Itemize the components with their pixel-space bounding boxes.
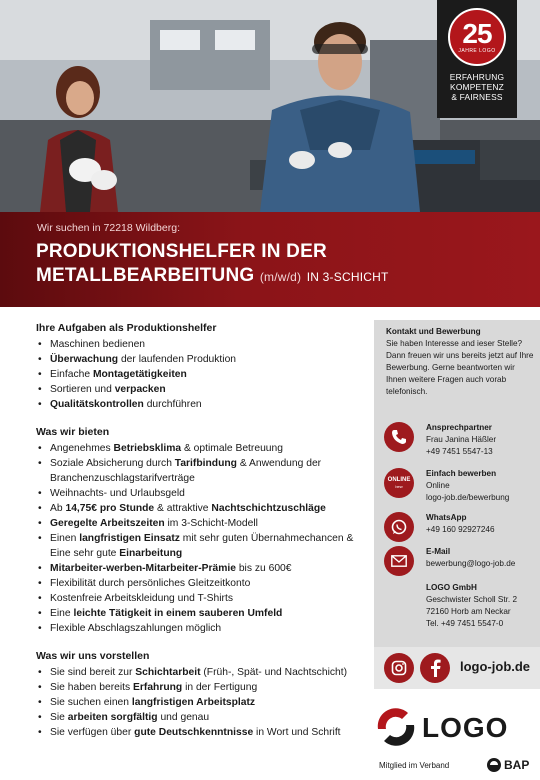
contact-phone-text [426,422,538,458]
company-name: LOGO GmbH [426,583,477,592]
badge-subtitle: JAHRE LOGO [458,47,496,54]
membership-label: Mitglied im Verband [379,761,450,770]
job-title-line1: PRODUKTIONSHELFER IN DER [36,241,327,262]
list-item-text: & attraktive [154,503,212,514]
company-city: 72160 Horb am Neckar [426,607,511,616]
section-heading: Was wir bieten [36,426,110,438]
list-item [36,397,366,412]
list-item-text: (Früh-, Spät- und Nachtschicht) [200,667,348,678]
contact-person: Frau Janina Häßler [426,435,497,444]
list-item-text: bis zu 600€ [235,563,292,574]
list-item [36,501,366,516]
online-icon-text: ONLINE [387,477,411,483]
list-item-highlight: leichte Tätigkeit in einem sauberen Umfeld [73,608,283,619]
list-item-highlight: Montagetätigkeiten [92,369,187,380]
list-item-text: Maschinen bedienen [50,339,146,350]
hero-photo [0,0,540,212]
whatsapp-icon [384,512,414,542]
list-item-highlight: Überwachung [50,354,119,365]
section-heading: Ihre Aufgaben als Produktionshelfer [36,322,217,334]
badge-number: 25 [462,17,492,49]
list-item [36,486,366,501]
list-item-text: Eine [50,608,74,619]
section-heading: Was wir uns vorstellen [36,650,150,662]
tasks-section [36,321,366,412]
list-item [36,352,366,367]
list-item-highlight: arbeiten sorgfältig [67,712,158,723]
list-item-highlight: Einarbeitung [119,548,183,559]
list-item-text: der laufenden Produktion [118,354,237,365]
offer-section [36,425,366,636]
list-item-highlight: verpacken [114,384,166,395]
list-item [36,680,366,695]
title-band [0,212,540,307]
list-item-text: Einfache [50,369,93,380]
online-icon-sub: bew [395,484,403,489]
instagram-icon[interactable] [384,653,414,683]
list-item-text: mit sehr guten Übernahmechancen & Eine sehr gute [50,533,354,559]
company-logo [376,705,526,749]
job-title-main: METALLBEARBEITUNG [36,265,255,286]
badge-lines [450,72,504,102]
website-link[interactable]: logo-job.de [460,659,531,674]
mail-icon [384,546,414,576]
association-logo [487,758,529,772]
list-item-text: Weihnachts- und Urlaubsgeld [50,488,185,499]
list-item-text: durchführen [143,399,202,410]
list-item-highlight: Tarifbindung [174,458,237,469]
list-item-text: Soziale Absicherung durch [50,458,175,469]
company-street: Geschwister Scholl Str. 2 [426,595,518,604]
list-item-text: Sortieren und [50,384,115,395]
list-item [36,561,366,576]
list-item-highlight: Nachtschichtzuschläge [211,503,326,514]
badge-line: & FAIRNESS [451,92,503,102]
list-item-text: Angenehmes [50,443,114,454]
list-item-text: Flexibilität durch persönliches Gleitzeitkonto [50,578,251,589]
logo-graphic [376,705,526,749]
list-item [36,516,366,531]
online-icon [384,468,414,498]
list-item [36,337,366,352]
list-item [36,665,366,680]
bap-wordmark: BAP [504,758,530,772]
contact-whatsapp-number: +49 160 92927246 [426,525,495,534]
list-item [36,382,366,397]
list-item-highlight: gute Deutschkenntnisse [134,727,254,738]
list-item [36,725,366,740]
list-item [36,591,366,606]
location-subtitle: Wir suchen in 72218 Wildberg: [37,222,180,234]
list-item [36,531,366,561]
list-item-highlight: Geregelte Arbeitszeiten [50,518,165,529]
profile-section [36,649,366,740]
list-item-text: in Wort und Schrift [253,727,341,738]
list-item-text: Sie haben bereits [50,682,134,693]
bap-icon [487,758,501,772]
list-item-text: im 3-Schicht-Modell [164,518,258,529]
contact-sidebar [374,320,540,647]
logo-wordmark: LOGO [422,712,509,743]
list-item-highlight: Schichtarbeit [135,667,201,678]
list-item-text: & optimale Betreuung [181,443,283,454]
contact-online-line: Online [426,481,450,490]
anniversary-badge [437,0,517,118]
contact-intro-text: Sie haben Interesse and ieser Stelle? Dann freuen wir uns bereits jetzt auf Ihre Bewerbung. Gerne beantworten wir Ihnen weitere Fragen auch vorab telefonisch. [386,339,534,396]
tasks-list [36,337,366,412]
contact-label: Ansprechpartner [426,423,492,432]
list-item-highlight: Erfahrung [133,682,183,693]
contact-online-text [426,468,538,504]
contact-label: Einfach bewerben [426,469,497,478]
list-item [36,456,366,486]
list-item [36,576,366,591]
list-item-text: Ab [50,503,66,514]
contact-label: WhatsApp [426,513,467,522]
contact-heading: Kontakt und Bewerbung [386,327,481,336]
contact-mail-address[interactable]: bewerbung@logo-job.de [426,559,516,568]
job-description [36,321,366,753]
contact-online-url[interactable]: logo-job.de/bewerbung [426,493,510,502]
list-item [36,621,366,636]
list-item [36,710,366,725]
social-bar [374,647,540,689]
job-title-shift: IN 3-SCHICHT [306,270,389,284]
job-title-line2 [36,265,389,287]
contact-intro [386,326,534,398]
list-item-text: Einen [50,533,80,544]
list-item [36,606,366,621]
list-item-text: Sie sind bereit zur [50,667,136,678]
job-title-suffix: (m/w/d) [259,270,302,284]
profile-list [36,665,366,740]
list-item-text: Kostenfreie Arbeitskleidung und T-Shirts [50,593,233,604]
list-item [36,441,366,456]
list-item-text: Sie suchen einen [50,697,132,708]
anniversary-seal [448,8,506,66]
company-phone: Tel. +49 7451 5547-0 [426,619,504,628]
contact-whatsapp-text [426,512,538,536]
list-item-text: in der Fertigung [182,682,258,693]
list-item-text: & Anwendung der Branchenzuschlagstarifverträge [50,458,322,484]
phone-icon [384,422,414,452]
contact-label: E-Mail [426,547,451,556]
list-item-text: Flexible Abschlagszahlungen möglich [50,623,222,634]
list-item [36,695,366,710]
badge-line: KOMPETENZ [450,82,504,92]
contact-phone-number: +49 7451 5547-13 [426,447,493,456]
list-item-text: Sie verfügen über [50,727,135,738]
list-item-highlight: langfristigen Einsatz [79,533,180,544]
company-address [426,582,536,630]
list-item-highlight: langfristigen Arbeitsplatz [131,697,256,708]
offer-list [36,441,366,636]
contact-mail-text [426,546,538,570]
list-item-highlight: Mitarbeiter-werben-Mitarbeiter-Prämie [50,563,236,574]
badge-line: ERFAHRUNG [449,72,505,82]
list-item-text: und genau [157,712,210,723]
list-item-highlight: Betriebsklima [113,443,182,454]
list-item [36,367,366,382]
list-item-highlight: 14,75€ pro Stunde [65,503,155,514]
list-item-highlight: Qualitätskontrollen [50,399,144,410]
list-item-text: Sie [50,712,68,723]
facebook-icon[interactable] [420,653,450,683]
